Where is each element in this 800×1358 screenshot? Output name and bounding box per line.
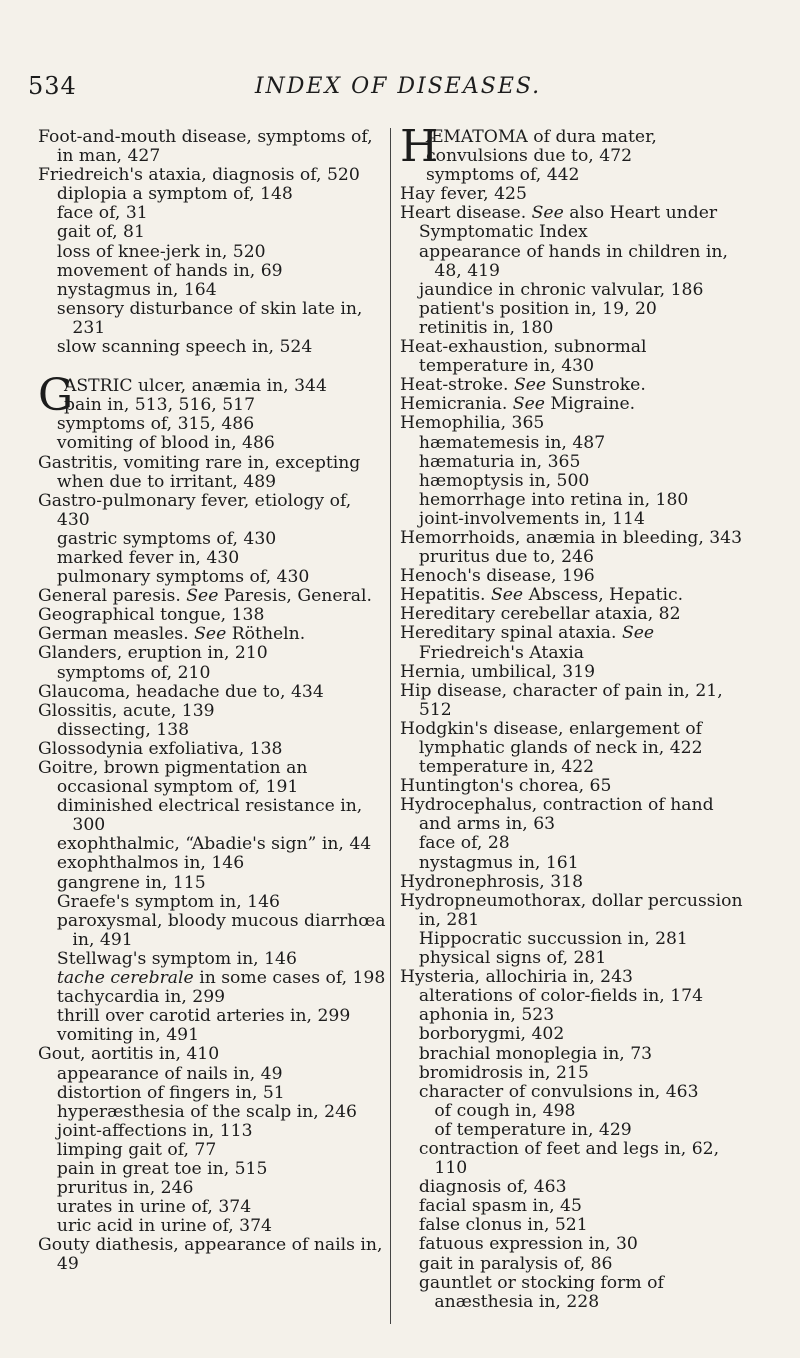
index-subentry bbox=[400, 1178, 745, 1197]
index-entry-text: Hereditary cerebellar ataxia, 82 bbox=[400, 604, 681, 625]
index-entry bbox=[400, 395, 745, 414]
index-subentry bbox=[400, 453, 745, 472]
see-target: Paresis, General. bbox=[218, 586, 372, 607]
index-entry-text: Gastritis, vomiting rare in, excepting when due to irritant, 489 bbox=[38, 452, 361, 492]
index-entry bbox=[38, 166, 388, 185]
index-entry bbox=[400, 414, 745, 433]
see-target: Rötheln. bbox=[226, 624, 306, 645]
index-entry bbox=[400, 682, 745, 720]
index-entry-text: Goitre, brown pigmentation an occasional symptom of, 191 bbox=[38, 758, 308, 798]
index-entry-text: of temperature in, 429 bbox=[434, 1119, 632, 1140]
index-entry-text: gait of, 81 bbox=[56, 222, 145, 243]
index-entry-text: Foot-and-mouth disease, symptoms of, in man, 427 bbox=[38, 127, 373, 167]
index-entry bbox=[38, 454, 388, 492]
index-subentry bbox=[400, 1064, 745, 1083]
index-subentry bbox=[400, 1006, 745, 1025]
index-subentry bbox=[38, 1179, 388, 1198]
index-entry-text: jaundice in chronic valvular, 186 bbox=[418, 279, 704, 300]
index-entry-text: borborygmi, 402 bbox=[418, 1024, 565, 1045]
index-entry-text: Huntington's chorea, 65 bbox=[400, 776, 612, 797]
index-subentry bbox=[38, 988, 388, 1007]
index-entry-text: movement of hands in, 69 bbox=[56, 260, 283, 281]
index-entry-text: Glanders, eruption in, 210 bbox=[38, 643, 268, 664]
index-entry bbox=[38, 606, 388, 625]
index-subentry bbox=[400, 319, 745, 338]
index-subentry bbox=[38, 1217, 388, 1236]
index-entry-text: Hernia, umbilical, 319 bbox=[400, 661, 596, 682]
index-entry bbox=[400, 663, 745, 682]
index-subentry bbox=[400, 434, 745, 453]
index-entry bbox=[400, 204, 745, 242]
index-entry bbox=[38, 702, 388, 721]
index-entry bbox=[38, 625, 388, 644]
index-entry-text: Hemorrhoids, anæmia in bleeding, 343 bbox=[400, 527, 743, 548]
index-entry-text: Hip disease, character of pain in, 21, 512 bbox=[400, 680, 723, 720]
index-subentry bbox=[38, 1198, 388, 1217]
index-entry-text: Gouty diathesis, appearance of nails in, 49 bbox=[38, 1235, 383, 1275]
index-entry-text: Hereditary spinal ataxia. bbox=[400, 623, 617, 644]
index-subentry bbox=[38, 1026, 388, 1045]
index-entry bbox=[400, 624, 745, 662]
index-column-right bbox=[400, 121, 745, 1312]
index-entry bbox=[38, 128, 388, 166]
index-entry-text: gauntlet or stocking form of anæsthesia in, 228 bbox=[418, 1272, 664, 1312]
index-subentry bbox=[38, 204, 388, 223]
index-entry-text: pruritus in, 246 bbox=[56, 1178, 194, 1199]
index-subentry bbox=[400, 510, 745, 529]
see-target: Sunstroke. bbox=[546, 375, 646, 396]
index-entry-text: aphonia in, 523 bbox=[418, 1005, 555, 1026]
index-subentry bbox=[400, 300, 745, 319]
italic-term: tache cerebrale bbox=[56, 968, 194, 989]
index-entry-text: vomiting in, 491 bbox=[56, 1025, 200, 1046]
index-subentry bbox=[400, 930, 745, 949]
index-entry-text: Hepatitis. bbox=[400, 585, 486, 606]
index-subentry bbox=[38, 969, 388, 988]
index-subentry bbox=[400, 1235, 745, 1254]
index-entry-text: General paresis. bbox=[38, 586, 181, 607]
index-subentry: pain in, 513, 516, 517 bbox=[64, 395, 256, 416]
index-subentry bbox=[400, 1140, 745, 1178]
index-subentry bbox=[38, 1007, 388, 1026]
index-entry bbox=[38, 740, 388, 759]
index-subentry bbox=[38, 281, 388, 300]
index-subentry bbox=[38, 223, 388, 242]
index-entry-text: brachial monoplegia in, 73 bbox=[418, 1043, 653, 1064]
index-entry-text: dissecting, 138 bbox=[56, 719, 190, 740]
see-target: also Heart under Symptomatic Index bbox=[418, 203, 718, 243]
running-title: INDEX OF DISEASES. bbox=[254, 74, 542, 99]
index-entry-text: Glossodynia exfoliativa, 138 bbox=[38, 738, 283, 759]
index-entry-text: urates in urine of, 374 bbox=[56, 1197, 252, 1218]
see-reference: See bbox=[513, 375, 547, 396]
index-entry bbox=[38, 759, 388, 797]
index-entry-text: Heart disease. bbox=[400, 203, 527, 224]
index-subentry bbox=[400, 949, 745, 968]
index-entry-text: loss of knee-jerk in, 520 bbox=[56, 241, 266, 262]
index-entry-text: marked fever in, 430 bbox=[56, 547, 240, 568]
index-entry-text: Glossitis, acute, 139 bbox=[38, 700, 215, 721]
index-subentry bbox=[38, 1084, 388, 1103]
index-entry bbox=[400, 338, 745, 376]
see-reference: See bbox=[531, 203, 564, 224]
index-entry-text: thrill over carotid arteries in, 299 bbox=[56, 1006, 351, 1027]
index-subentry bbox=[400, 1083, 745, 1102]
index-entry-text: gastric symptoms of, 430 bbox=[56, 528, 277, 549]
index-entry-text: diplopia a symptom of, 148 bbox=[56, 184, 293, 205]
index-entry bbox=[38, 587, 388, 606]
index-heading-entry bbox=[400, 121, 745, 172]
index-entry-text: alterations of color-fields in, 174 bbox=[418, 986, 704, 1007]
see-target: Migraine. bbox=[544, 394, 636, 415]
index-subentry bbox=[400, 281, 745, 300]
index-entry bbox=[400, 968, 745, 987]
index-entry-text: hæmaturia in, 365 bbox=[418, 451, 581, 472]
index-entry bbox=[400, 892, 745, 930]
index-entry bbox=[400, 873, 745, 892]
index-subentry bbox=[400, 1255, 745, 1274]
index-subentry bbox=[400, 491, 745, 510]
index-entry-text: Glaucoma, headache due to, 434 bbox=[38, 681, 324, 702]
index-entry-text: Hydropneumothorax, dollar percussion in, 281 bbox=[400, 890, 743, 930]
index-subentry bbox=[38, 874, 388, 893]
index-subentry bbox=[38, 912, 388, 950]
see-reference: See bbox=[490, 585, 524, 606]
index-subentry bbox=[400, 987, 745, 1006]
index-subentry bbox=[38, 1065, 388, 1084]
see-target: Friedreich's Ataxia bbox=[418, 642, 585, 663]
index-subentry bbox=[38, 549, 388, 568]
index-subentry bbox=[38, 893, 388, 912]
index-entry bbox=[400, 185, 745, 204]
index-entry bbox=[38, 644, 388, 663]
see-reference: See bbox=[194, 624, 227, 645]
index-entry-text: character of convulsions in, 463 bbox=[418, 1081, 699, 1102]
index-entry-text: Gout, aortitis in, 410 bbox=[38, 1044, 220, 1065]
index-entry-text: ÆMATOMA of dura mater, convulsions due to, 472 bbox=[426, 127, 657, 167]
index-entry-text: facial spasm in, 45 bbox=[418, 1196, 582, 1217]
index-subentry bbox=[400, 548, 745, 567]
index-entry-text: Heat-exhaustion, subnormal temperature in, 430 bbox=[400, 337, 647, 377]
index-entry-text: Hemicrania. bbox=[400, 394, 508, 415]
index-subentry bbox=[38, 262, 388, 281]
index-entry bbox=[400, 777, 745, 796]
index-subentry bbox=[38, 243, 388, 262]
index-subentry bbox=[38, 1103, 388, 1122]
index-entry-text: face of, 28 bbox=[418, 833, 510, 854]
index-subentry bbox=[400, 834, 745, 853]
index-subentry bbox=[400, 1045, 745, 1064]
index-entry bbox=[400, 605, 745, 624]
index-entry-text: of cough in, 498 bbox=[434, 1100, 576, 1121]
index-entry-text: uric acid in urine of, 374 bbox=[56, 1216, 272, 1237]
see-reference: See bbox=[186, 586, 219, 607]
index-entry-text: fatuous expression in, 30 bbox=[418, 1234, 638, 1255]
index-entry bbox=[38, 1045, 388, 1064]
index-entry-text: Heat-stroke. bbox=[400, 375, 509, 396]
index-subentry bbox=[400, 758, 745, 777]
index-subentry bbox=[38, 835, 388, 854]
index-entry-text: Hay fever, 425 bbox=[400, 184, 527, 205]
index-subentry bbox=[38, 950, 388, 969]
index-entry-text: Gastro-pulmonary fever, etiology of, 430 bbox=[38, 490, 352, 530]
index-entry-text: nystagmus in, 161 bbox=[418, 852, 579, 873]
index-entry-text: Stellwag's symptom in, 146 bbox=[56, 948, 297, 969]
index-entry-text: nystagmus in, 164 bbox=[56, 279, 217, 300]
index-entry-text: vomiting of blood in, 486 bbox=[56, 433, 275, 454]
index-entry-text: Hippocratic succussion in, 281 bbox=[418, 928, 688, 949]
index-entry-text: hæmatemesis in, 487 bbox=[418, 432, 606, 453]
index-entry-text: limping gait of, 77 bbox=[56, 1139, 217, 1160]
drop-cap-initial: G bbox=[38, 370, 74, 422]
index-subentry bbox=[400, 1197, 745, 1216]
index-subentry bbox=[38, 721, 388, 740]
index-entry-text: Friedreich's ataxia, diagnosis of, 520 bbox=[38, 165, 360, 186]
index-entry-text: pruritus due to, 246 bbox=[418, 547, 594, 568]
index-entry bbox=[38, 492, 388, 530]
index-entry-text: diagnosis of, 463 bbox=[418, 1177, 567, 1198]
index-entry-text: physical signs of, 281 bbox=[418, 948, 607, 969]
see-reference: See bbox=[512, 394, 545, 415]
column-divider bbox=[390, 128, 391, 1324]
index-entry-text: retinitis in, 180 bbox=[418, 317, 554, 338]
index-entry-text: gait in paralysis of, 86 bbox=[418, 1253, 613, 1274]
index-subentry bbox=[38, 664, 388, 683]
index-entry-text: distortion of fingers in, 51 bbox=[56, 1082, 285, 1103]
index-entry-text: Henoch's disease, 196 bbox=[400, 566, 595, 587]
index-subentry bbox=[38, 1141, 388, 1160]
index-entry-text: symptoms of, 315, 486 bbox=[56, 414, 255, 435]
index-entry-text: hæmoptysis in, 500 bbox=[418, 470, 590, 491]
index-entry-text: Hemophilia, 365 bbox=[400, 413, 545, 434]
page-header bbox=[28, 72, 768, 112]
index-subentry bbox=[400, 243, 745, 281]
index-entry-text: appearance of hands in children in, 48, 419 bbox=[418, 241, 728, 281]
index-subentry bbox=[38, 797, 388, 835]
index-entry-text: diminished electrical resistance in, 300 bbox=[56, 796, 363, 836]
index-entry-text: pain in great toe in, 515 bbox=[56, 1158, 268, 1179]
index-subentry bbox=[400, 1121, 745, 1140]
page-number: 534 bbox=[28, 72, 77, 100]
index-subentry bbox=[400, 1025, 745, 1044]
index-subentry bbox=[38, 300, 388, 338]
index-entry bbox=[38, 1236, 388, 1274]
index-entry-text: hemorrhage into retina in, 180 bbox=[418, 489, 689, 510]
see-target: Abscess, Hepatic. bbox=[523, 585, 684, 606]
index-subentry bbox=[400, 1216, 745, 1235]
index-subentry bbox=[38, 1160, 388, 1179]
index-subentry: symptoms of, 442 bbox=[426, 165, 580, 186]
index-entry-text: exophthalmic, “Abadie's sign” in, 44 bbox=[56, 834, 372, 855]
index-subentry bbox=[400, 1102, 745, 1121]
index-subentry bbox=[38, 185, 388, 204]
index-entry bbox=[400, 376, 745, 395]
index-subentry bbox=[400, 854, 745, 873]
index-entry-text: hyperæsthesia of the scalp in, 246 bbox=[56, 1101, 357, 1122]
index-entry bbox=[400, 796, 745, 834]
index-entry-text: slow scanning speech in, 524 bbox=[56, 337, 313, 358]
index-subentry bbox=[38, 530, 388, 549]
index-entry-text: Geographical tongue, 138 bbox=[38, 605, 265, 626]
index-entry-text: German measles. bbox=[38, 624, 189, 645]
index-entry bbox=[400, 586, 745, 605]
index-entry-text: symptoms of, 210 bbox=[56, 662, 211, 683]
index-entry-text: contraction of feet and legs in, 62, 110 bbox=[418, 1138, 720, 1179]
index-entry bbox=[400, 529, 745, 548]
index-subentry bbox=[38, 338, 388, 357]
index-entry-text: Graefe's symptom in, 146 bbox=[56, 891, 280, 912]
index-entry-text: ASTRIC ulcer, anæmia in, 344 bbox=[64, 376, 327, 397]
index-entry-text: joint-involvements in, 114 bbox=[418, 508, 645, 529]
index-entry-text: Hydronephrosis, 318 bbox=[400, 871, 584, 892]
index-entry-text: false clonus in, 521 bbox=[418, 1215, 588, 1236]
index-subentry bbox=[38, 1122, 388, 1141]
index-entry bbox=[400, 567, 745, 586]
index-entry-text: bromidrosis in, 215 bbox=[418, 1062, 589, 1083]
index-subentry bbox=[38, 854, 388, 873]
see-reference: See bbox=[621, 623, 655, 644]
index-entry-text: joint-affections in, 113 bbox=[56, 1120, 253, 1141]
index-entry-text: gangrene in, 115 bbox=[56, 872, 206, 893]
index-entry-text: Hysteria, allochiria in, 243 bbox=[400, 967, 633, 988]
index-subentry bbox=[38, 568, 388, 587]
index-column-left bbox=[38, 128, 388, 1275]
index-entry-text: Hodgkin's disease, enlargement of lymphatic glands of neck in, 422 bbox=[400, 718, 703, 758]
index-subentry bbox=[400, 1274, 745, 1312]
index-entry-text: temperature in, 422 bbox=[418, 757, 595, 778]
index-subentry bbox=[38, 434, 388, 453]
index-entry-text: paroxysmal, bloody mucous diarrhœa in, 491 bbox=[56, 910, 386, 950]
index-entry-text: Hydrocephalus, contraction of hand and arms in, 63 bbox=[400, 795, 714, 835]
index-entry-text: tachycardia in, 299 bbox=[56, 987, 226, 1008]
index-entry-text: in some cases of, 198 bbox=[193, 968, 386, 989]
index-subentry bbox=[38, 415, 388, 434]
index-entry bbox=[38, 683, 388, 702]
index-entry-text: appearance of nails in, 49 bbox=[56, 1063, 283, 1084]
index-entry bbox=[400, 720, 745, 758]
index-entry-text: patient's position in, 19, 20 bbox=[418, 298, 657, 319]
index-entry-text: exophthalmos in, 146 bbox=[56, 853, 245, 874]
index-entry-text: pulmonary symptoms of, 430 bbox=[56, 567, 310, 588]
index-gap bbox=[38, 357, 388, 377]
index-entry-text: sensory disturbance of skin late in, 231 bbox=[56, 298, 363, 338]
drop-cap-initial: H bbox=[400, 121, 439, 172]
index-subentry bbox=[400, 472, 745, 491]
index-entry-text: face of, 31 bbox=[56, 203, 148, 224]
